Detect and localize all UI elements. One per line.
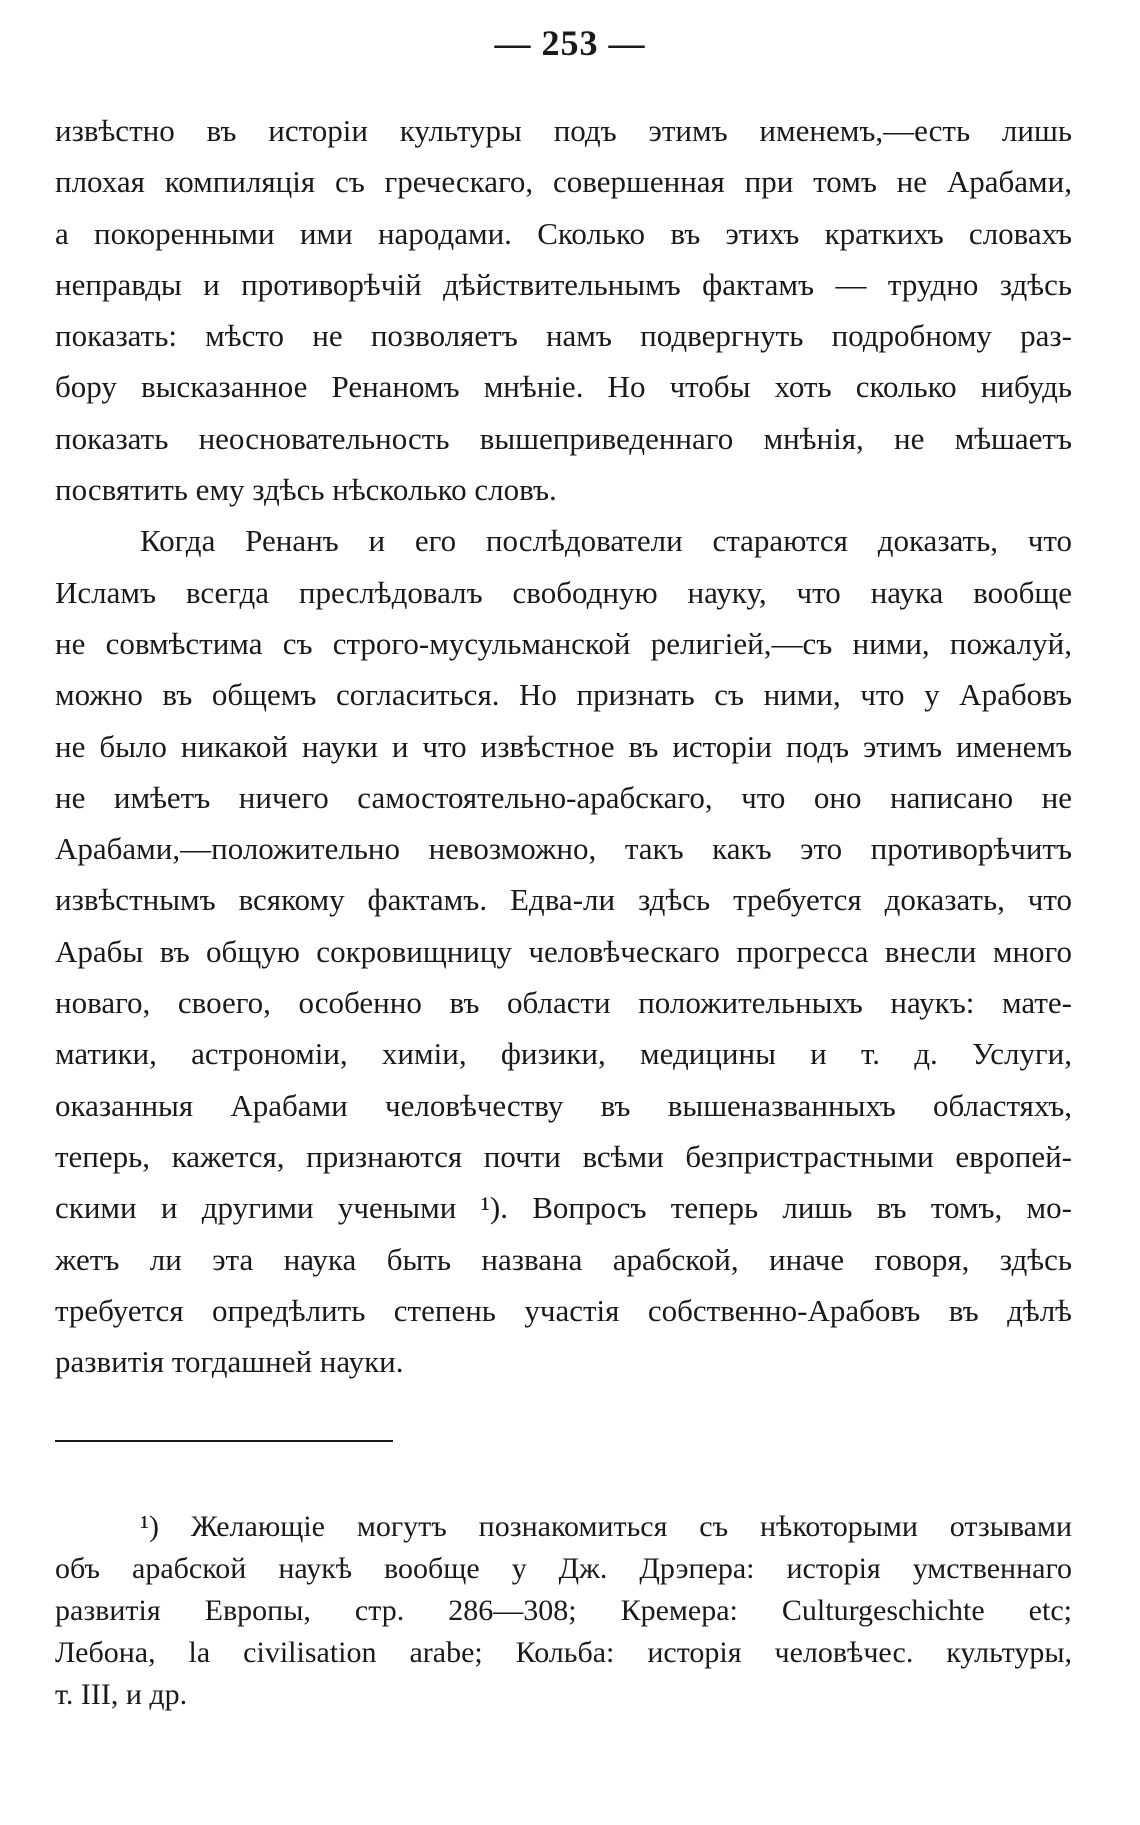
text-line: не было никакой науки и что извѣстное въ исторіи подъ этимъ именемъ [55,728,1072,764]
text-line: а покоренными ими народами. Сколько въ этихъ краткихъ словахъ [55,215,1072,251]
text-line: бору высказанное Ренаномъ мнѣніе. Но чтобы хоть сколько нибудь [55,369,1072,405]
text-line: плохая компиляція съ греческаго, совершенная при томъ не Арабами, [55,164,1072,200]
footnote-divider [55,1440,393,1442]
text-line: Арабы въ общую сокровищницу человѣческаго прогресса внесли много [55,933,1072,969]
text-line: показать неосновательность вышеприведеннаго мнѣнія, не мѣшаетъ [55,420,1072,456]
text-line: Исламъ всегда преслѣдовалъ свободную науку, что наука вообще [55,574,1072,610]
text-line: жетъ ли эта наука быть названа арабской, иначе говоря, здѣсь [55,1241,1072,1277]
paragraph-1 [55,105,1072,515]
footnote-line: ¹) Желающіе могутъ познакомиться съ нѣкоторыми отзывами [140,1510,1072,1543]
text-line: извѣстно въ исторіи культуры подъ этимъ именемъ,—есть лишь [55,113,1072,148]
footnote [55,1506,1072,1716]
footnote-line: объ арабской наукѣ вообще у Дж. Дрэпера: исторія умственнаго [55,1552,1072,1585]
text-line: новаго, своего, особенно въ области положительныхъ наукъ: мате- [55,985,1072,1021]
text-line: матики, астрономіи, химіи, физики, медицины и т. д. Услуги, [55,1036,1072,1072]
text-line: посвятить ему здѣсь нѣсколько словъ. [55,472,557,508]
page-number: — 253 — [494,23,646,63]
text-line: показать: мѣсто не позволяетъ намъ подвергнуть подробному раз- [55,318,1072,354]
text-line: Когда Ренанъ и его послѣдователи стараются доказать, что [140,523,1072,559]
footnote-line: развитія Европы, стр. 286—308; Кремера: Culturgeschichte etc; [55,1594,1072,1627]
text-line: извѣстнымъ всякому фактамъ. Едва-ли здѣсь требуется доказать, что [55,882,1072,918]
text-line: теперь, кажется, признаются почти всѣми безпристрастными европей- [55,1138,1072,1174]
text-line: скими и другими учеными ¹). Вопросъ теперь лишь въ томъ, мо- [55,1190,1072,1226]
text-line: не имѣетъ ничего самостоятельно-арабскаго, что оно написано не [55,779,1072,815]
text-line: оказанныя Арабами человѣчеству въ вышеназванныхъ областяхъ, [55,1087,1072,1123]
text-line: можно въ общемъ согласиться. Но признать съ ними, что у Арабовъ [55,677,1072,713]
text-line: требуется опредѣлить степень участія собственно-Арабовъ въ дѣлѣ [55,1292,1072,1328]
footnote-line: Лебона, la civilisation arabe; Кольба: исторія человѣчес. культуры, [55,1636,1072,1669]
text-line: неправды и противорѣчій дѣйствительнымъ фактамъ — трудно здѣсь [55,266,1072,302]
paragraph-2 [55,515,1072,1387]
text-line: развитія тогдашней науки. [55,1344,404,1380]
footnote-line: т. III, и др. [55,1678,188,1711]
text-line: не совмѣстима съ строго-мусульманской религіей,—съ ними, пожалуй, [55,625,1072,661]
text-line: Арабами,—положительно невозможно, такъ какъ это противорѣчитъ [55,831,1072,867]
main-text [55,105,1072,1387]
